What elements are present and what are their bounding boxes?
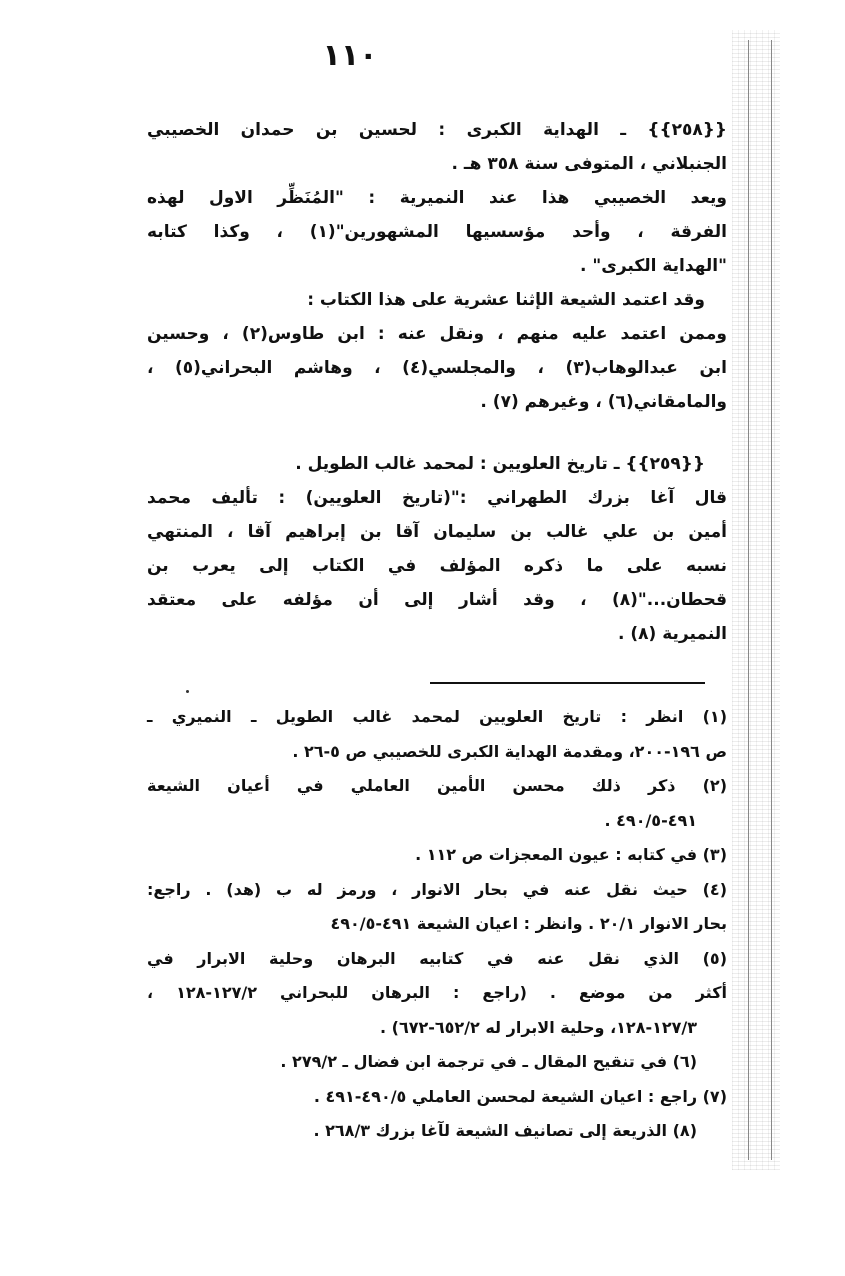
footnote-line: ص ١٩٦-٢٠٠، ومقدمة الهداية الكبرى للخصيبي ص ٥-٢٦ .: [292, 741, 727, 761]
entry-258-line: ويعد الخصيبي هذا عند النميرية : "المُنَظِّر الاول لهذه: [147, 188, 727, 208]
footnote-line: (٣) في كتابه : عيون المعجزات ص ١١٢ .: [415, 845, 727, 864]
entry-gap: [147, 419, 727, 447]
entry-258-line: وقد اعتمد الشيعة الإثنا عشرية على هذا الكتاب :: [307, 290, 705, 310]
entry-258-line: والمامقاني(٦) ، وغيرهم (٧) .: [480, 392, 727, 412]
footnote-line: (٦) في تنقيح المقال ـ في ترجمة ابن فضال ـ ٢٧٩/٢ .: [280, 1052, 697, 1071]
footnotes: [147, 700, 727, 1149]
footnote-line: (٧) راجع : اعيان الشيعة لمحسن العاملي ٤٩٠/٥-٤٩١ .: [313, 1086, 727, 1106]
entry-258-line: الجنبلاني ، المتوفى سنة ٣٥٨ هـ .: [451, 154, 727, 174]
footnote-line: ٤٩١-٤٩٠/٥ .: [604, 810, 697, 830]
binding-line: [748, 40, 749, 1160]
footnote-line: (١) انظر : تاريخ العلويين لمحمد غالب الطويل ـ النميري ـ: [147, 707, 727, 726]
entry-258-line: وممن اعتمد عليه منهم ، ونقل عنه : ابن طاوس(٢) ، وحسين: [147, 324, 727, 344]
entry-258-line: ابن عبدالوهاب(٣) ، والمجلسي(٤) ، وهاشم البحراني(٥) ،: [147, 358, 727, 378]
footnote-line: أكثر من موضع . (راجع : البرهان للبحراني ١٢٧/٢-١٢٨ ،: [147, 983, 727, 1002]
entry-259-line: نسبه على ما ذكره المؤلف في الكتاب إلى يعرب بن: [147, 556, 727, 576]
page-number: ١١٠: [322, 38, 378, 73]
footnote-line: (٤) حيث نقل عنه في بحار الانوار ، ورمز له ب (هد) . راجع:: [147, 879, 727, 899]
entry-259-line: قال آغا بزرك الطهراني :"(تاريخ العلويين) : تأليف محمد: [147, 488, 727, 508]
footnote-separator: [430, 682, 705, 684]
footnote-line: بحار الانوار ٢٠/١ . وانظر : اعيان الشيعة ٤٩١-٤٩٠/٥: [330, 914, 727, 933]
entry-258-line: "الهداية الكبرى" .: [580, 256, 727, 276]
footnote-line: (٥) الذي نقل عنه في كتابيه البرهان وحلية الابرار في: [147, 948, 727, 968]
footnote-line: (٨) الذريعة إلى تصانيف الشيعة لآغا بزرك ٢٦٨/٣ .: [313, 1121, 697, 1140]
binding-edge-scan: [732, 30, 780, 1170]
scan-speck: [186, 690, 189, 693]
entry-259-line: قحطان..."(٨) ، وقد أشار إلى أن مؤلفه على معتقد: [147, 590, 727, 610]
entry-259-line: أمين بن علي غالب بن سليمان آقا بن إبراهيم آقا ، المنتهي: [147, 522, 727, 542]
entry-259-line: {{٢٥٩}} ـ تاريخ العلويين : لمحمد غالب الطويل .: [295, 454, 705, 474]
binding-line: [771, 40, 772, 1160]
footnote-line: ١٢٧/٣-١٢٨، وحلية الابرار له ٦٥٢/٢-٦٧٢) .: [379, 1017, 697, 1037]
entry-258-line: {{٢٥٨}} ـ الهداية الكبرى : لحسين بن حمدان الخصيبي: [147, 120, 727, 140]
footnote-line: (٢) ذكر ذلك محسن الأمين العاملي في أعيان الشيعة: [147, 776, 727, 795]
entry-258-line: الفرقة ، وأحد مؤسسيها المشهورين"(١) ، وكذا كتابه: [147, 222, 727, 242]
main-entries: [147, 113, 727, 651]
entry-259-line: النميرية (٨) .: [618, 624, 727, 644]
